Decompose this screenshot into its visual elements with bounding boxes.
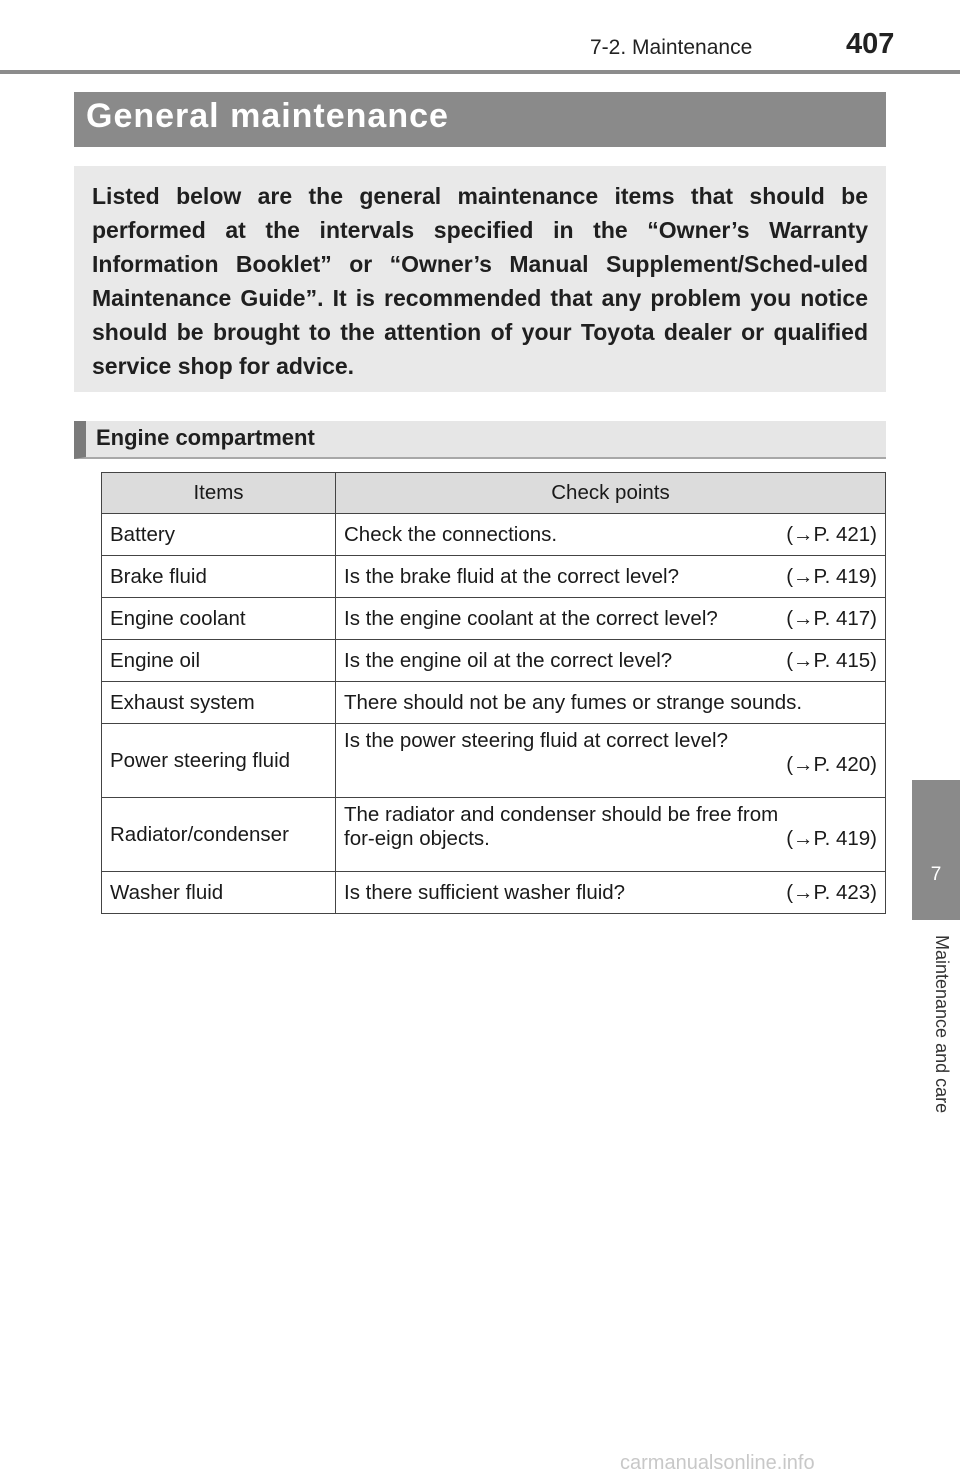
check-cell [336,872,886,914]
page-header [0,0,960,76]
page-reference: (→P. 420) [786,753,877,776]
subheading-bar [74,421,886,459]
item-cell: Engine oil [102,640,336,682]
table-row [102,724,886,798]
table-row [102,640,886,682]
check-text: Is there sufficient washer fluid? [344,880,626,904]
item-cell: Brake fluid [102,556,336,598]
chapter-tab [912,780,960,920]
title-bar [74,92,886,147]
item-cell: Washer fluid [102,872,336,914]
item-cell: Engine coolant [102,598,336,640]
table-row [102,514,886,556]
watermark: carmanualsonline.info [620,1452,815,1474]
subheading: Engine compartment [96,425,315,450]
check-cell [336,724,886,798]
table-row [102,598,886,640]
check-cell [336,556,886,598]
intro-text: Listed below are the general maintenance items that should be performed at the intervals specified in the “Owner’s Warranty Information Booklet” or “Owner’s Manual Supplement/Sched-uled Maintenance Guide”. It is recommended that any problem you notice should be brought to the attention of your Toyota dealer or qualified service shop for advice. [92,183,868,379]
check-text: Is the brake fluid at the correct level? [344,564,680,588]
table-row [102,798,886,872]
check-cell [336,798,886,872]
column-header-check-points: Check points [336,473,886,514]
chapter-number: 7 [930,864,942,885]
page-title: General maintenance [86,97,449,135]
section-title: 7-2. Maintenance [590,36,753,59]
check-cell [336,682,886,724]
check-text: Is the power steering fluid at correct level? [344,729,728,752]
item-cell: Radiator/condenser [102,798,336,872]
maintenance-table [101,472,886,914]
check-cell [336,514,886,556]
check-text: Check the connections. [344,522,558,546]
check-text: There should not be any fumes or strange sounds. [344,690,803,714]
page-reference: (→P. 423) [786,880,877,904]
item-cell: Battery [102,514,336,556]
chapter-label: Maintenance and care [932,935,952,1114]
check-cell [336,598,886,640]
table-header-row [102,473,886,514]
page-reference: (→P. 419) [786,827,877,850]
item-cell: Exhaust system [102,682,336,724]
item-cell: Power steering fluid [102,724,336,798]
page-reference: (→P. 421) [786,522,877,546]
check-text: The radiator and condenser should be free from for-eign objects. [344,803,779,850]
page-reference: (→P. 419) [786,564,877,588]
page-number: 407 [846,28,895,60]
check-text: Is the engine coolant at the correct level? [344,606,718,630]
page-reference: (→P. 417) [786,606,877,630]
page-reference: (→P. 415) [786,648,877,672]
table-row [102,682,886,724]
table-row [102,556,886,598]
intro-box [74,166,886,392]
table-row [102,872,886,914]
check-cell [336,640,886,682]
header-rule [0,70,960,74]
check-text: Is the engine oil at the correct level? [344,648,673,672]
column-header-items: Items [102,473,336,514]
